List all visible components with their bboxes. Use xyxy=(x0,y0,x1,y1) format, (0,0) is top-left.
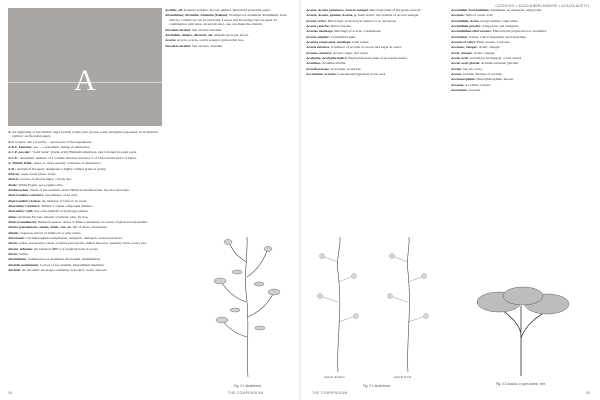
right-column-1 xyxy=(306,8,446,77)
entry-headword: Abelmoschus xyxy=(8,187,29,192)
dictionary-entry xyxy=(8,150,162,154)
entry-headword: A.R. xyxy=(8,166,15,171)
entry-headword: Abavis xyxy=(8,177,19,182)
entry-text: : Dried catechu. xyxy=(328,24,352,29)
dictionary-entry xyxy=(451,19,591,23)
entry-text: : (balsam) Fir tree; balsam of Gilead, pine; fir tree. xyxy=(16,214,89,219)
dictionary-entry xyxy=(8,172,162,176)
figure-acacia-tree xyxy=(451,276,591,386)
absinthium-illustration xyxy=(202,232,294,382)
entry-headword: Abercrombie's lotion xyxy=(8,198,40,203)
section-letter: A xyxy=(74,64,96,97)
dictionary-entry xyxy=(8,161,162,165)
entry-headword: Acetomorphine xyxy=(451,77,475,82)
entry-text: : An infusion (BPC) of jequirity bean in water. xyxy=(32,246,99,251)
entry-text: : Abrus precatorius; seeds of Abrus precatorius, Indian liquorice, jequirity bean, rosary pea. xyxy=(17,241,147,246)
entry-text: : Seeds of the aromatic plant, Hibiscus abelmoschus. See also moschus. xyxy=(28,187,130,192)
entry-headword: Abies xyxy=(8,214,17,219)
dictionary-entry xyxy=(451,35,591,39)
dictionary-entry xyxy=(306,56,446,60)
entry-text: : Leaves of Abavis nigra; a black dye. xyxy=(18,177,73,182)
dictionary-entry xyxy=(306,67,446,71)
acacia-tree-illustration xyxy=(451,276,591,380)
left-column-2 xyxy=(165,8,293,49)
entry-text: : As beginning of inscription: nigra (winter) adepa (fat, grease, lard); anatagma (separate); in alchemical symbol: saccharum (sugar). xyxy=(10,130,159,139)
entry-headword: Acetanilid, Acetanilidum xyxy=(451,8,489,12)
folio-left xyxy=(8,391,12,395)
folio-right-title: THE COMPENDIUM xyxy=(312,391,348,395)
entry-headword: Acacia, Acacia gummosa; Acacia senegal xyxy=(306,8,368,12)
dictionary-entry xyxy=(8,263,162,267)
figure-acacia-pair xyxy=(308,232,446,388)
dictionary-entry xyxy=(451,8,591,12)
dictionary-entry xyxy=(8,241,162,245)
entry-text: : Dried bark, from Acacia arabica or A. decurrens. xyxy=(325,18,397,23)
entry-text: : See mixture of an acid. xyxy=(43,193,78,198)
dictionary-entry xyxy=(8,252,162,256)
entry-text: : An alcoholic beverage consisting of alcohol, water, and oils. xyxy=(20,268,108,273)
entry-headword: Acetarium xyxy=(451,34,468,39)
entry-headword: A.B.C. Inmenst xyxy=(8,145,32,150)
dictionary-entry xyxy=(451,24,591,28)
entry-headword: Abele xyxy=(8,182,17,187)
entry-text: : Important plant of the genus Acacia. xyxy=(367,8,422,12)
entry-text: : Acetum (acid vinegar), a sour liquid. xyxy=(467,56,522,61)
entry-text: : Acidum aceticum glaciale. xyxy=(479,61,519,66)
entry-text: : see ... a systematic listing of substances. xyxy=(31,145,91,150)
dictionary-entry xyxy=(306,8,446,12)
entry-text: : Mucilage of acacia; a demulcent. xyxy=(332,29,382,34)
dictionary-entry xyxy=(8,225,162,229)
dictionary-entry xyxy=(8,257,162,261)
dictionary-entry xyxy=(306,72,446,76)
entry-headword: Abrus xyxy=(8,252,18,257)
entry-headword: A.C.E. xyxy=(8,155,19,160)
dictionary-entry xyxy=(306,13,446,17)
gutter xyxy=(299,0,301,400)
entry-headword: Absinth xyxy=(8,268,21,273)
dictionary-entry xyxy=(8,204,162,208)
entry-headword: Acacia, Acacia, gummi, Acacia, g xyxy=(306,13,356,18)
entry-headword: Acetonum xyxy=(451,88,467,93)
entry-headword: Acaciae mucilago xyxy=(306,29,333,34)
entry-headword: Absint. infusum xyxy=(8,246,33,251)
dictionary-entry xyxy=(8,220,162,224)
entry-text: : Acetyl-aniline compounds. xyxy=(478,18,519,23)
dictionary-entry xyxy=(306,35,446,39)
entry-headword: Acetic acid, glacial xyxy=(451,61,480,66)
entry-text: : Sulfur. xyxy=(17,252,29,257)
entry-text: : Analytical Reagent; designates a highly refined grade of purity. xyxy=(14,166,107,171)
entry-text: : Wormwood, Artemisia absinthium, from which a volatile oil can be extracted. Leaves and flowering tops are used. In combination with anise oil and alcohol, one can make the absinth. xyxy=(169,13,287,27)
entry-text: : Acarapine, Acaricide. xyxy=(328,66,362,71)
dictionary-entry xyxy=(8,177,162,181)
left-column-1 xyxy=(8,130,162,273)
entry-text: : Ethyl acetate, a solvent. xyxy=(474,40,511,45)
dictionary-entry xyxy=(165,38,293,42)
folio-right xyxy=(586,391,590,395)
entry-headword: Abernethy's pill xyxy=(8,209,33,214)
entry-text: : Aqua fortis (nitric acid). xyxy=(19,171,56,176)
dictionary-entry xyxy=(8,156,162,160)
dictionary-entry xyxy=(8,145,162,149)
entry-text: : Acacia, sugar, and water. xyxy=(331,50,369,55)
entry-headword: Acacias, mixture xyxy=(306,50,332,55)
entry-headword: A. Mitrid. Rhei. xyxy=(8,161,33,166)
acacia-label-left: Acacia Arabica xyxy=(324,375,345,379)
running-head: CATECHOL • ACACIA BERLANDIERI • ACACIA ACETYL xyxy=(495,4,590,8)
dictionary-entry xyxy=(8,231,162,235)
entry-headword: Abrus xyxy=(8,241,18,246)
entry-text: : Concentrated (glacial) acetic acid. xyxy=(335,72,386,77)
entry-text: : "Acid burnt" (burnt acid); Bismuth subnitrate, and Calomel in equal parts. xyxy=(29,150,137,155)
entry-text: : Aqua or, more usually, a mixture of substances. xyxy=(32,161,102,166)
page-number-right: 35 xyxy=(585,391,590,395)
entry-headword: Acacia sulphur xyxy=(306,34,329,39)
entry-text: : Acetum, mixture of acetum. xyxy=(460,72,503,77)
entry-text: : Gum resins. xyxy=(350,40,370,45)
dictionary-entry xyxy=(451,72,591,76)
dictionary-entry xyxy=(306,45,446,49)
entry-headword: Acaraboraceae xyxy=(306,66,329,71)
folio-left-title: THE COMPENDIUM xyxy=(228,391,264,395)
dictionary-entry xyxy=(8,193,162,197)
dictionary-entry xyxy=(165,28,293,32)
figure-caption: Fig. 0.3 Acacia, or gum arabic, tree. xyxy=(495,382,547,386)
entry-text: : Acetic vinegar. xyxy=(477,45,501,50)
entry-text: : See alcohol, absolute. xyxy=(190,43,223,48)
entry-headword: Abiete (canadensis), oleum, Abiet. can. ol. xyxy=(8,225,71,230)
dictionary-entry xyxy=(451,83,591,87)
entry-headword: A.C.P. powder xyxy=(8,150,30,155)
dictionary-entry xyxy=(165,44,293,48)
dictionary-entry xyxy=(451,40,591,44)
entry-headword: Accutinum, acetum xyxy=(306,72,336,77)
entry-headword: Absinthium; Absinthe; Absinthe (Italian) xyxy=(165,13,228,18)
entry-text: : Salads, which frequently used dressings. xyxy=(467,34,527,39)
dictionary-entry xyxy=(8,209,162,213)
dictionary-entry xyxy=(8,183,162,187)
dictionary-entry xyxy=(306,29,446,33)
dictionary-entry xyxy=(451,67,591,71)
entry-headword: Acacia xyxy=(165,38,176,43)
entry-headword: Acalitic, oil xyxy=(165,8,183,12)
entry-text: : Salts of acetic acid. xyxy=(463,13,494,18)
dictionary-entry xyxy=(8,140,162,144)
dictionary-entry xyxy=(165,13,293,26)
dictionary-entry xyxy=(8,236,162,240)
section-letter-box xyxy=(8,8,162,126)
entry-text: : Leaves of sea-absinth, Absynthium maritima. xyxy=(38,262,105,267)
entry-text: : Hemlock spruce, Abies or Pinus canadensis. A source of pitch and turpentine. xyxy=(36,219,148,224)
entry-text: : White Poplar, see populus alba. xyxy=(16,182,64,187)
entry-headword: Absinthium xyxy=(8,257,26,262)
entry-text: : Oil of Abies canadensis. xyxy=(70,225,108,230)
entry-text: : Antifebrin, an analgesic, antipyretic. xyxy=(488,8,543,12)
entry-text: : Absinth oil as per above. xyxy=(211,32,249,37)
entry-text: in recipes: ana (of each) ... equal parts of the ingredients. xyxy=(10,139,93,144)
entry-headword: Acetic acid xyxy=(451,56,468,61)
entry-text: : Antipyretic and analgesic. xyxy=(480,24,520,29)
entry-text: : A mixture of powder of acacia and sugar in water. xyxy=(329,45,402,50)
acacia-illustration xyxy=(308,232,446,382)
entry-text: : See alcohol absolute. xyxy=(190,27,223,32)
entry-headword: Abercrombie's mixture xyxy=(8,193,44,198)
dictionary-entry xyxy=(306,51,446,55)
dictionary-entry xyxy=(8,268,162,272)
entry-headword: Acetates, vinegar xyxy=(451,45,478,50)
dictionary-entry xyxy=(451,77,591,81)
entry-headword: Abernethy's mixture xyxy=(8,203,40,208)
entry-headword: Acacia verba xyxy=(306,18,326,23)
entry-headword: Abavus xyxy=(8,171,20,176)
dictionary-entry xyxy=(306,61,446,65)
entry-headword: Absolute alcohol xyxy=(165,43,191,48)
entry-text: : Acetone. xyxy=(466,88,481,93)
entry-text: : Euphorbiaceous plant of Acalypha indica. xyxy=(346,56,408,61)
dictionary-entry xyxy=(8,199,162,203)
entry-headword: Acetone xyxy=(451,82,464,87)
dictionary-entry xyxy=(8,167,162,171)
entry-headword: Acacia mixture xyxy=(306,45,330,50)
entry-text: : Acanthus mollis. xyxy=(320,61,347,66)
dictionary-entry xyxy=(306,19,446,23)
dictionary-entry xyxy=(8,188,162,192)
right-column-2 xyxy=(451,8,591,94)
dictionary-entry xyxy=(451,56,591,60)
dictionary-entry xyxy=(451,45,591,49)
figure-caption: Fig. 0.1 Absinthium. xyxy=(363,384,391,388)
entry-headword: Acacia catechu xyxy=(306,24,329,29)
entry-text: : A volatile solvent. xyxy=(463,82,491,87)
entry-headword: Acalypha, Acalypha indica xyxy=(306,56,347,61)
dictionary-entry xyxy=(306,24,446,28)
dictionary-entry xyxy=(8,130,162,139)
entry-text: : Aqueous extract of hemlock or pine resins. xyxy=(18,230,82,235)
figure-absinthium xyxy=(202,232,294,388)
entry-headword: A xyxy=(8,130,11,134)
dictionary-entry xyxy=(451,29,591,33)
entry-headword: Abrotanol xyxy=(8,235,24,240)
entry-headword: Acetates xyxy=(451,13,464,18)
entry-headword: Acetanilidum effervescens xyxy=(451,29,491,34)
dictionary-entry xyxy=(8,215,162,219)
entry-text: : Gum arabic, the exudate of Acacia senegal. xyxy=(355,13,420,18)
figure-caption: Fig. 0.1 Absinthium. xyxy=(234,384,262,388)
entry-headword: Acetanilide powder xyxy=(451,24,481,29)
entry-text: : Acacia, acacia, acacia senegal, gum arabic tree. xyxy=(175,38,245,43)
entry-headword: Absinth maritimum xyxy=(8,262,39,267)
entry-text: : Diacetylmorphine, heroin. xyxy=(474,77,514,82)
entry-text: : See colocynthidis et hydrargyri pilula. xyxy=(32,209,89,214)
entry-headword: Acetanilide, Aceta xyxy=(451,18,479,23)
dictionary-entry xyxy=(451,13,591,17)
entry-headword: Acetol xyxy=(451,72,461,77)
acacia-label-right: Acacia Verek xyxy=(394,375,412,379)
entry-text: : Crystallized gum. xyxy=(328,34,357,39)
entry-text: : Southernwood, Artemisia abrotanum. Anthelmintic. xyxy=(25,257,102,262)
entry-headword: Acetin xyxy=(451,66,461,71)
entry-text: : Anesthetic mixture of 1 volume absolute Alcohol, 2 of Chloroform and 3 of Ether. xyxy=(18,155,137,160)
entry-headword: Absinthin, dimers, dictards, oil xyxy=(165,32,212,37)
entry-text: : An infusion of tobacco in water. xyxy=(39,198,88,203)
entry-headword: Absolute alcohol xyxy=(165,27,191,32)
entry-text: : Acetic vinegar. xyxy=(472,50,496,55)
entry-text: : Potentia verbena. See oil abutilol. Dissolved in mobile paper. xyxy=(182,8,271,12)
entry-headword: Abietis xyxy=(8,230,19,235)
entry-headword: Aceti, vinegar xyxy=(451,50,473,55)
entry-text: : Similar to senna compound mixture. xyxy=(39,203,93,208)
dictionary-entry xyxy=(451,88,591,92)
dictionary-entry xyxy=(451,61,591,65)
entry-headword: Acanthus xyxy=(306,61,321,66)
entry-text: : Effervescent preparation of acetanilid. xyxy=(490,29,547,34)
entry-headword: A xyxy=(8,139,11,144)
entry-text: : Calcium naphthol-sulphonate, analgesic, antiseptic and preservative. xyxy=(23,235,123,240)
dictionary-entry xyxy=(165,33,293,37)
entry-headword: Acacine compound, mucilage xyxy=(306,40,351,45)
dictionary-entry xyxy=(8,247,162,251)
entry-text: : See oil, aceto. xyxy=(460,66,483,71)
dictionary-entry xyxy=(451,51,591,55)
page-number-left: 34 xyxy=(8,391,13,395)
entry-headword: Acetate of ethyl xyxy=(451,40,475,45)
entry-headword: Abies (canadensis) xyxy=(8,219,37,224)
dictionary-entry xyxy=(306,40,446,44)
dictionary-entry xyxy=(165,8,293,12)
